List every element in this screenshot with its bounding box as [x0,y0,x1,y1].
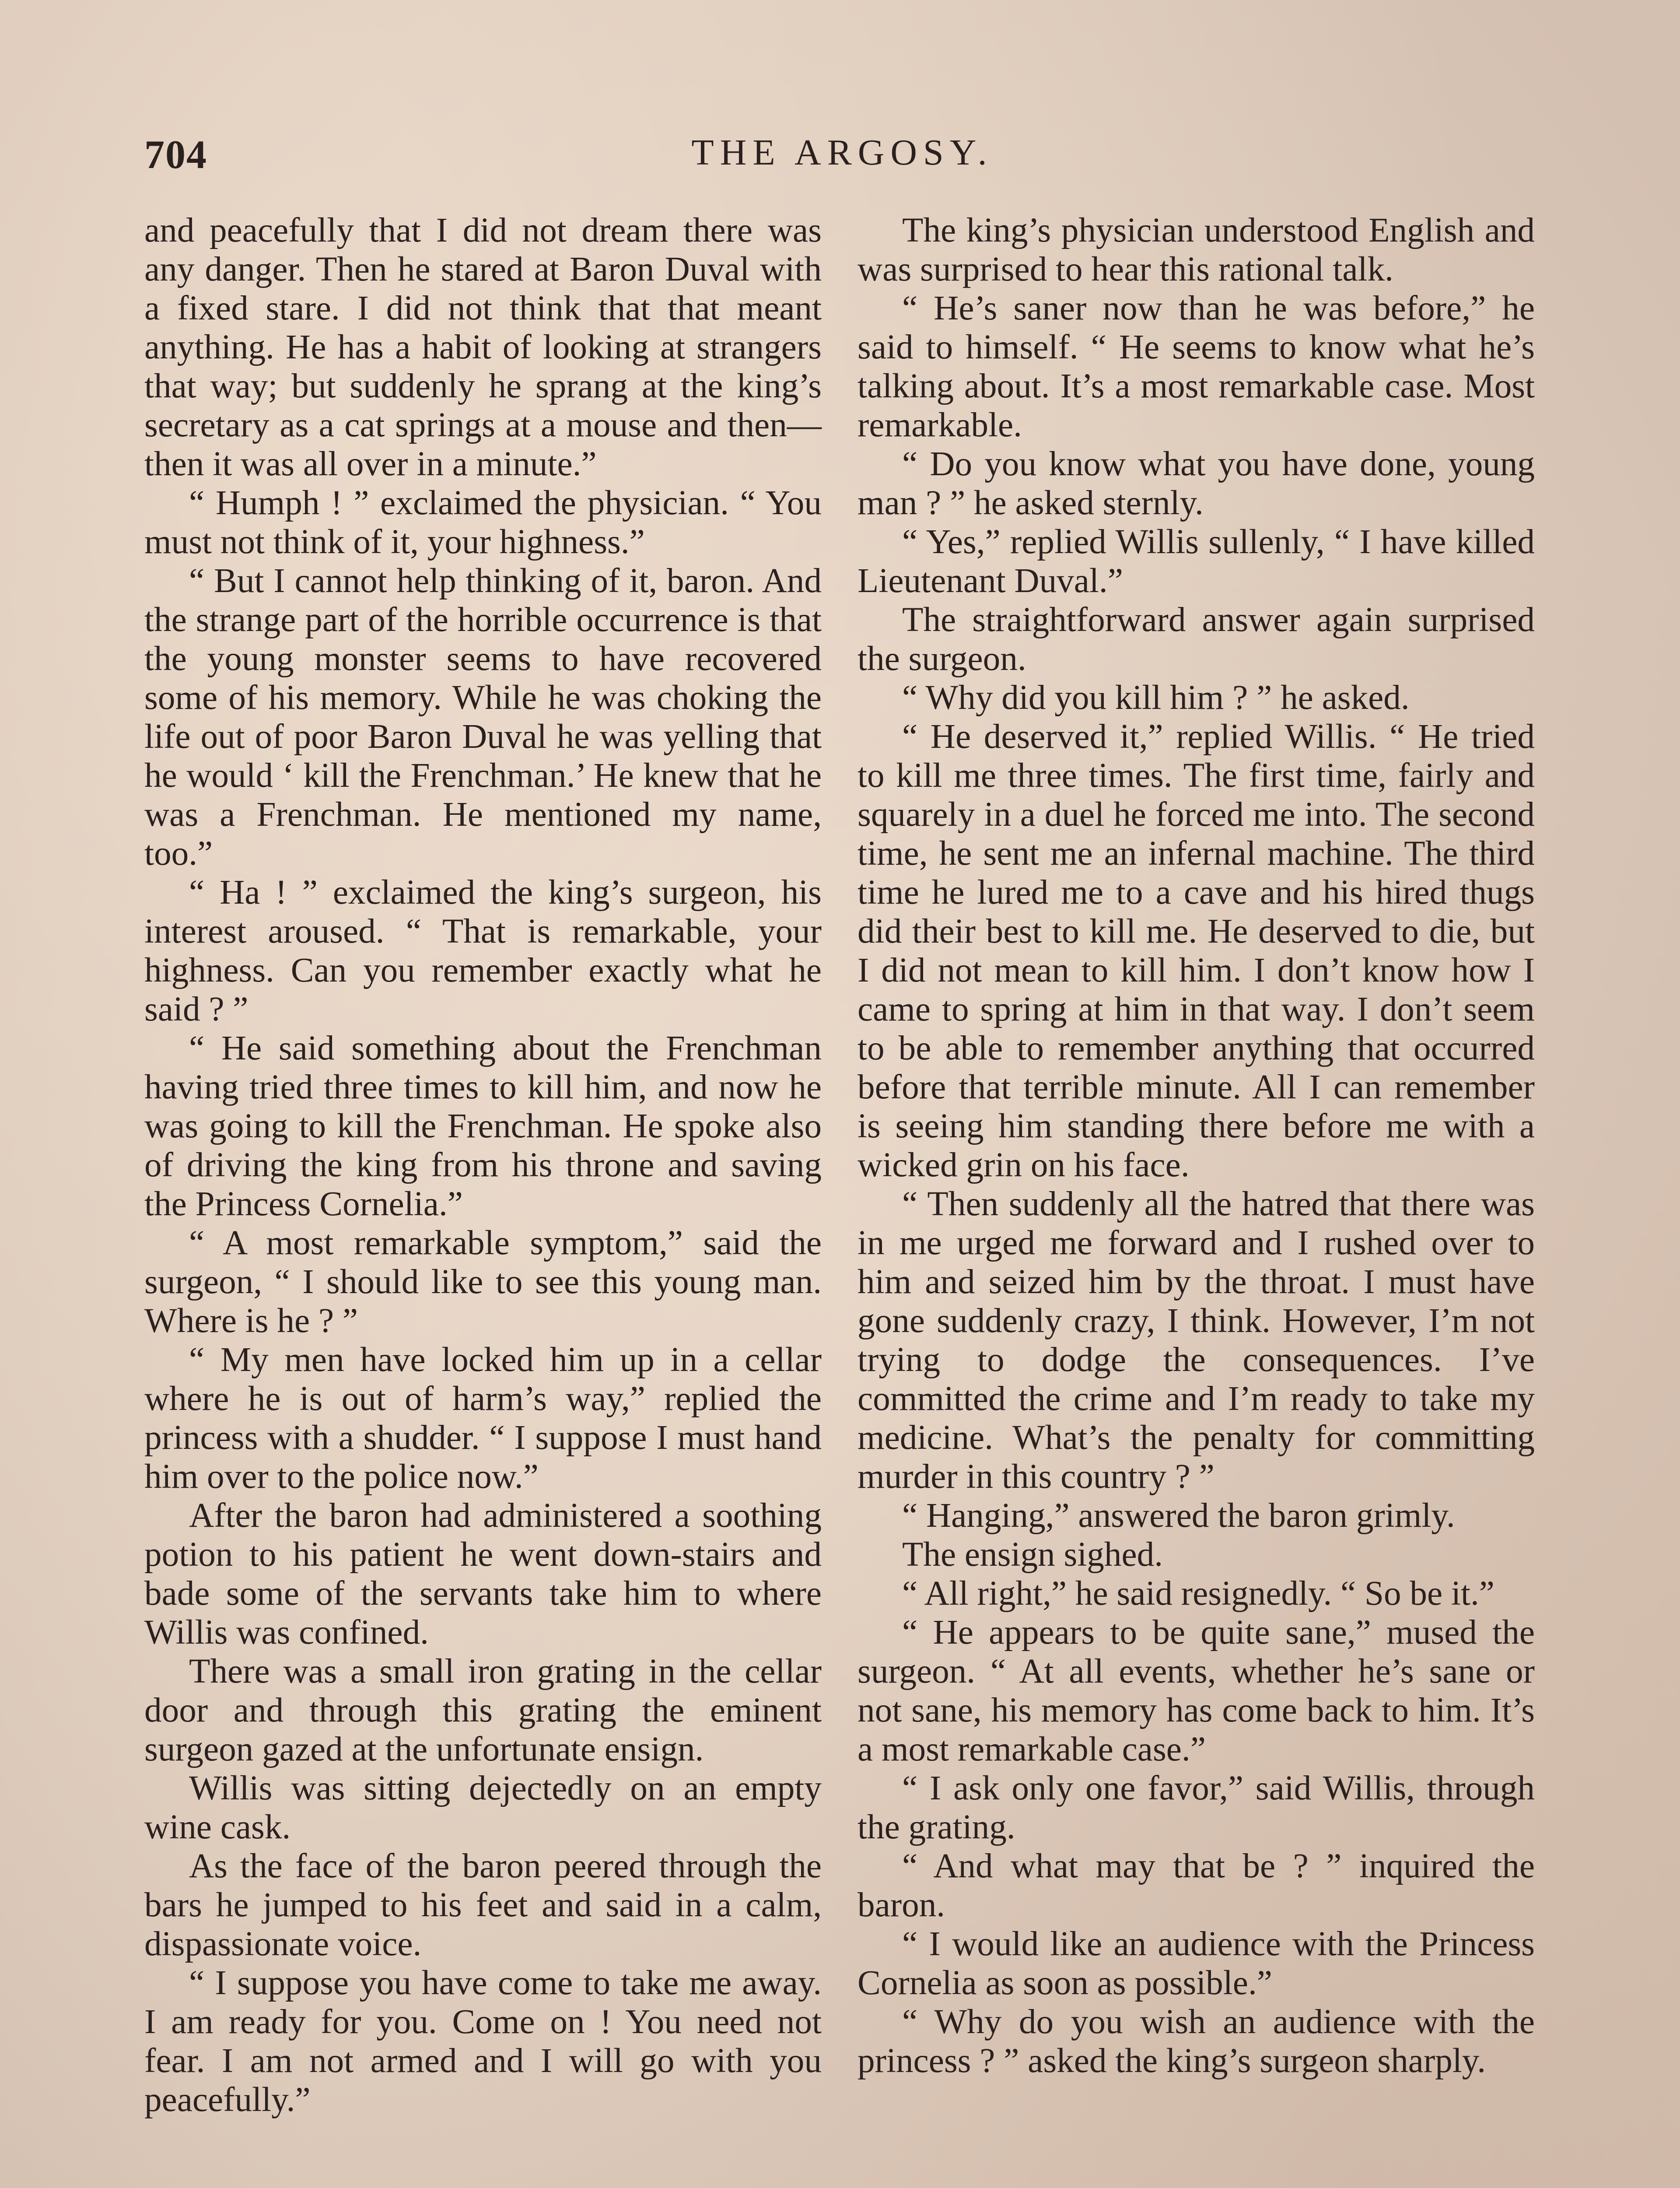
paragraph: There was a small iron grating in the cellar door and through this grating the eminent surgeon gazed at the unfortunate ensign. [144,1652,822,1768]
running-head: THE ARGOSY. [691,132,993,173]
paragraph: “ Why did you kill him ? ” he asked. [902,678,1410,717]
paragraph: After the baron had administered a soothing potion to his patient he went down-stairs and bade some of the servants take him to where Willis was confined. [144,1496,822,1652]
left-column [144,211,822,2119]
paragraph: “ I suppose you have come to take me away. I am ready for you. Come on ! You need not fear. I am not armed and I will go with you peacefully.” [144,1964,822,2119]
paragraph: “ A most remarkable symptom,” said the surgeon, “ I should like to see this young man. Where is he ? ” [144,1224,822,1340]
paragraph: “ He said something about the Frenchman having tried three times to kill him, and now he was going to kill the Frenchman. He spoke also of driving the king from his throne and saving the Princess Cornelia.” [144,1029,822,1223]
paragraph: The ensign sighed. [902,1535,1163,1574]
paragraph: “ Yes,” replied Willis sullenly, “ I have killed Lieutenant Duval.” [858,522,1535,600]
paragraph: and peacefully that I did not dream there was any danger. Then he stared at Baron Duval with a fixed stare. I did not think that that meant anything. He has a habit of looking at strangers that way; but suddenly he sprang at the king’s secretary as a cat springs at a mouse and then—then it was all over in a minute.” [144,211,822,483]
paragraph: “ I ask only one favor,” said Willis, through the grating. [858,1769,1535,1846]
paragraph: “ He’s saner now than he was before,” he said to himself. “ He seems to know what he’s talking about. It’s a most remarkable case. Most remarkable. [858,289,1535,444]
paragraph: “ Ha ! ” exclaimed the king’s surgeon, his interest aroused. “ That is remarkable, your highness. Can you remember exactly what he said ? ” [144,873,822,1028]
paragraph: As the face of the baron peered through the bars he jumped to his feet and said in a calm, dispassionate voice. [144,1847,822,1963]
page-number: 704 [144,132,207,177]
paragraph: “ Why do you wish an audience with the princess ? ” asked the king’s surgeon sharply. [858,2002,1535,2080]
paragraph: “ All right,” he said resignedly. “ So be it.” [902,1574,1494,1613]
paragraph: The king’s physician understood English and was surprised to hear this rational talk. [858,211,1535,288]
paragraph: Willis was sitting dejectedly on an empty wine cask. [144,1769,822,1846]
page-header [144,131,1540,179]
paragraph: “ Do you know what you have done, young man ? ” he asked sternly. [858,445,1535,522]
paragraph: “ Then suddenly all the hatred that there was in me urged me forward and I rushed over to him and seized him by the throat. I must have gone suddenly crazy, I think. However, I’m not trying to dodge the consequences. I’ve committed the crime and I’m ready to take my medicine. What’s the penalty for committing murder in this country ? ” [858,1185,1535,1496]
paragraph: “ Hanging,” answered the baron grimly. [902,1496,1455,1535]
right-column [858,211,1535,2080]
paragraph: “ I would like an audience with the Princess Cornelia as soon as possible.” [858,1925,1535,2002]
paragraph: “ Humph ! ” exclaimed the physician. “ You must not think of it, your highness.” [144,484,822,561]
paragraph: “ He deserved it,” replied Willis. “ He tried to kill me three times. The first time, fairly and squarely in a duel he forced me into. The second time, he sent me an infernal machine. The third time he lured me to a cave and his hired thugs did their best to kill me. He deserved to die, but I did not mean to kill him. I don’t know how I came to spring at him in that way. I don’t seem to be able to remember anything that occurred before that terrible minute. All I can remember is seeing him standing there before me with a wicked grin on his face. [858,717,1535,1184]
paragraph: The straightforward answer again surprised the surgeon. [858,600,1535,678]
paragraph: “ But I cannot help thinking of it, baron. And the strange part of the horrible occurrence is that the young monster seems to have recovered some of his memory. While he was choking the life out of poor Baron Duval he was yelling that he would ‘ kill the Frenchman.’ He knew that he was a Frenchman. He mentioned my name, too.” [144,561,822,873]
paragraph: “ My men have locked him up in a cellar where he is out of harm’s way,” replied the princess with a shudder. “ I suppose I must hand him over to the police now.” [144,1340,822,1496]
paragraph: “ And what may that be ? ” inquired the baron. [858,1847,1535,1924]
paragraph: “ He appears to be quite sane,” mused the surgeon. “ At all events, whether he’s sane or not sane, his memory has come back to him. It’s a most remarkable case.” [858,1613,1535,1768]
